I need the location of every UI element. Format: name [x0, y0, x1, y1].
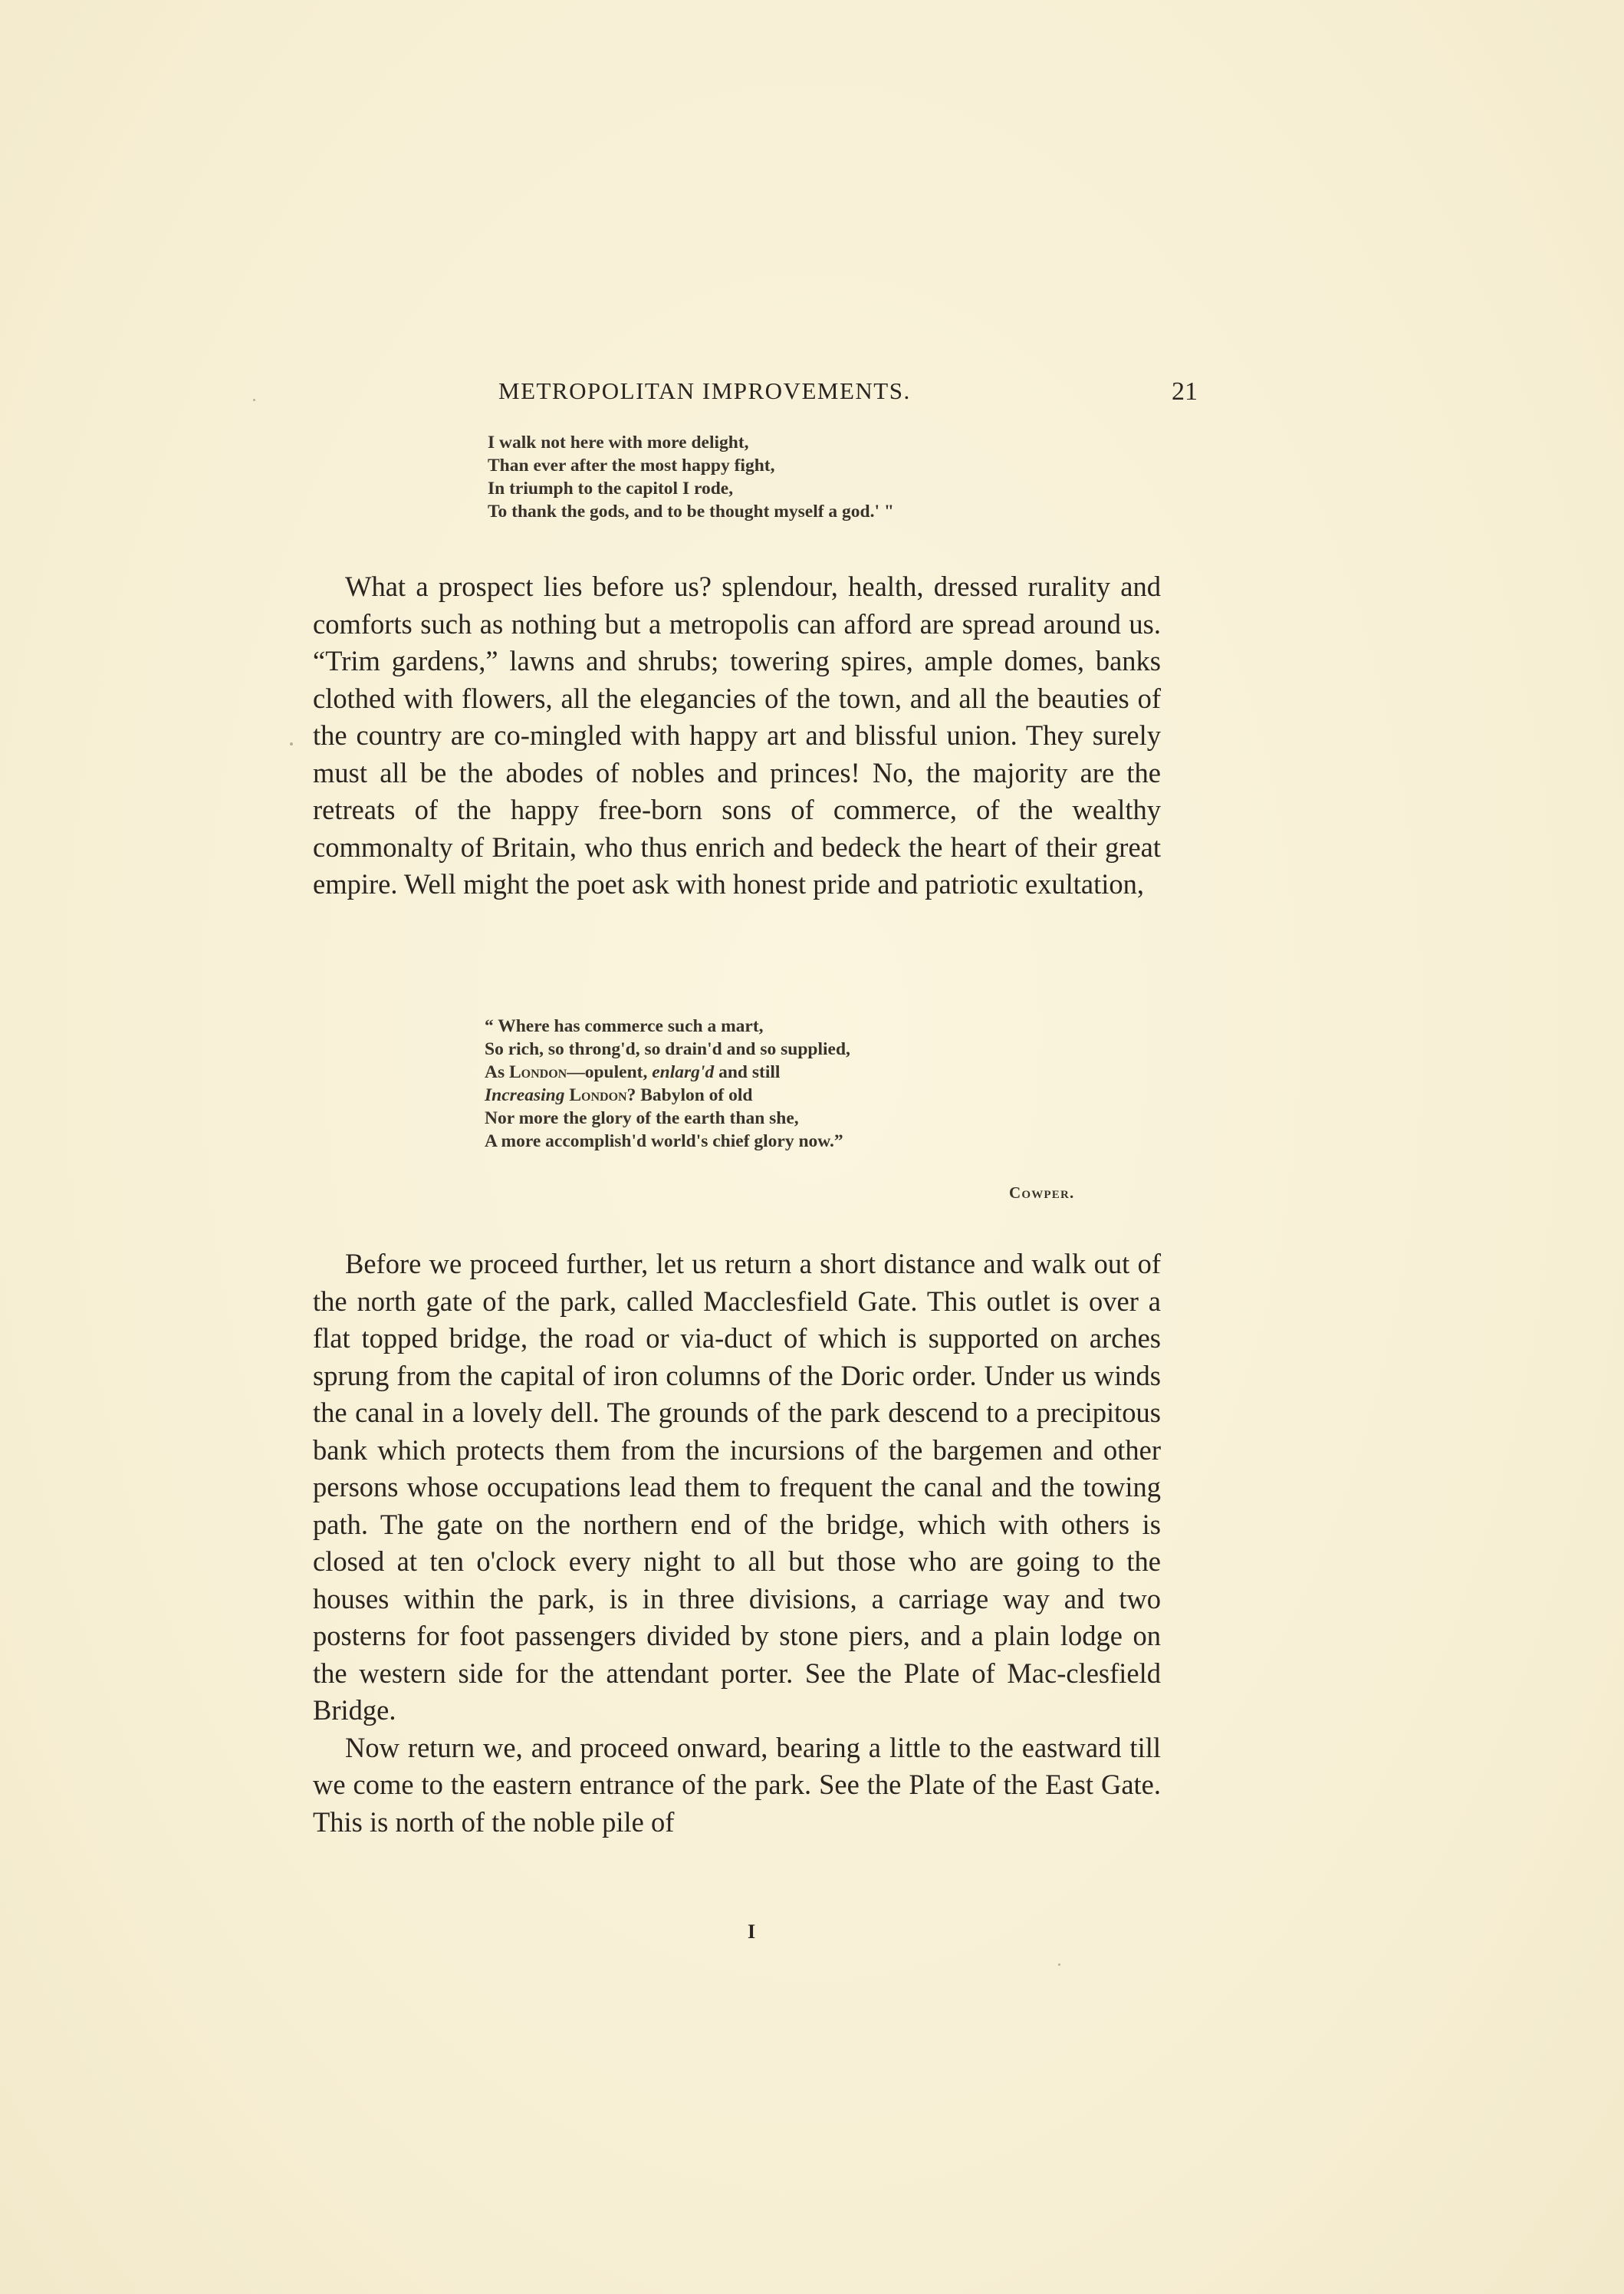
- verse-line: To thank the gods, and to be thought myself a god.' ": [488, 502, 894, 522]
- verse-line: In triumph to the capitol I rode,: [488, 479, 734, 499]
- running-title: METROPOLITAN IMPROVEMENTS.: [498, 377, 911, 404]
- verse-text: and still: [714, 1062, 781, 1082]
- italic-enlargd: enlarg'd: [652, 1062, 715, 1082]
- verse-line: “ Where has commerce such a mart,: [485, 1016, 764, 1036]
- paragraph-text: Now return we, and proceed onward, bearing a little to the eastward till we come to the eastern entrance of the park. See the Plate of the East Gate. This is north of the noble pile of: [313, 1731, 1161, 1838]
- verse-line: Nor more the glory of the earth than she,: [485, 1108, 799, 1128]
- paragraph-text: Before we proceed further, let us return a short distance and walk out of the north gate of the park, called Macclesfield Gate. This outlet is over a flat topped bridge, the road or via-duct of which is supported on arches sprung from the capital of iron columns of the Doric order. Under us winds the canal in a lovely dell. The grounds of the park descend to a precipitous bank which protects them from the incursions of the bargemen and other persons whose occupations lead them to frequent the canal and the towing path. The gate on the northern end of the bridge, which with others is closed at ten o'clock every night to all but those who are going to the houses within the park, is in three divisions, a carriage way and two posterns for foot passengers divided by stone piers, and a plain lodge on the western side for the attendant porter. See the Plate of Mac-clesfield Bridge.: [313, 1248, 1161, 1726]
- paragraph-text: What a prospect lies before us? splendour, health, dressed rurality and comforts such as nothing but a metropolis can afford are spread around us. “Trim gardens,” lawns and shrubs; towering spires, ample domes, banks clothed with flowers, all the elegancies of the town, and all the beauties of the country are co-mingled with happy art and blissful union. They surely must all be the abodes of nobles and princes! No, the majority are the retreats of the happy free-born sons of commerce, of the wealthy commonalty of Britain, who thus enrich and bedeck the heart of their great empire. Well might the poet ask with honest pride and patriotic exultation,: [313, 571, 1161, 900]
- verse-line: [485, 1084, 850, 1107]
- verse-line: I walk not here with more delight,: [488, 433, 749, 453]
- paper-speck: [290, 742, 293, 745]
- verse-line: [485, 1061, 850, 1084]
- verse-text: —opulent,: [567, 1062, 653, 1082]
- paper-speck: [253, 399, 255, 401]
- smallcaps-london: London: [564, 1085, 627, 1105]
- verse-line: A more accomplish'd world's chief glory now.”: [485, 1131, 843, 1151]
- attribution-author: Cowper.: [1009, 1183, 1075, 1202]
- verse-quotation-cowper: [485, 1015, 850, 1153]
- verse-text: As: [485, 1062, 509, 1082]
- verse-quotation-top: [488, 431, 894, 523]
- verse-line: Than ever after the most happy fight,: [488, 456, 775, 476]
- verse-line: So rich, so throng'd, so drain'd and so supplied,: [485, 1039, 850, 1059]
- italic-increasing: Increasing: [485, 1085, 565, 1105]
- page-number: 21: [1172, 377, 1198, 406]
- verse-text: ? Babylon of old: [626, 1085, 753, 1105]
- page-header: [314, 377, 1204, 414]
- signature-mark: I: [748, 1920, 756, 1943]
- paper-speck: [1058, 1963, 1060, 1966]
- quotation-attribution: [1009, 1183, 1074, 1203]
- smallcaps-london: London: [509, 1062, 567, 1082]
- paragraph-prospect: [313, 568, 1161, 903]
- paragraph-macclesfield: [313, 1246, 1161, 1841]
